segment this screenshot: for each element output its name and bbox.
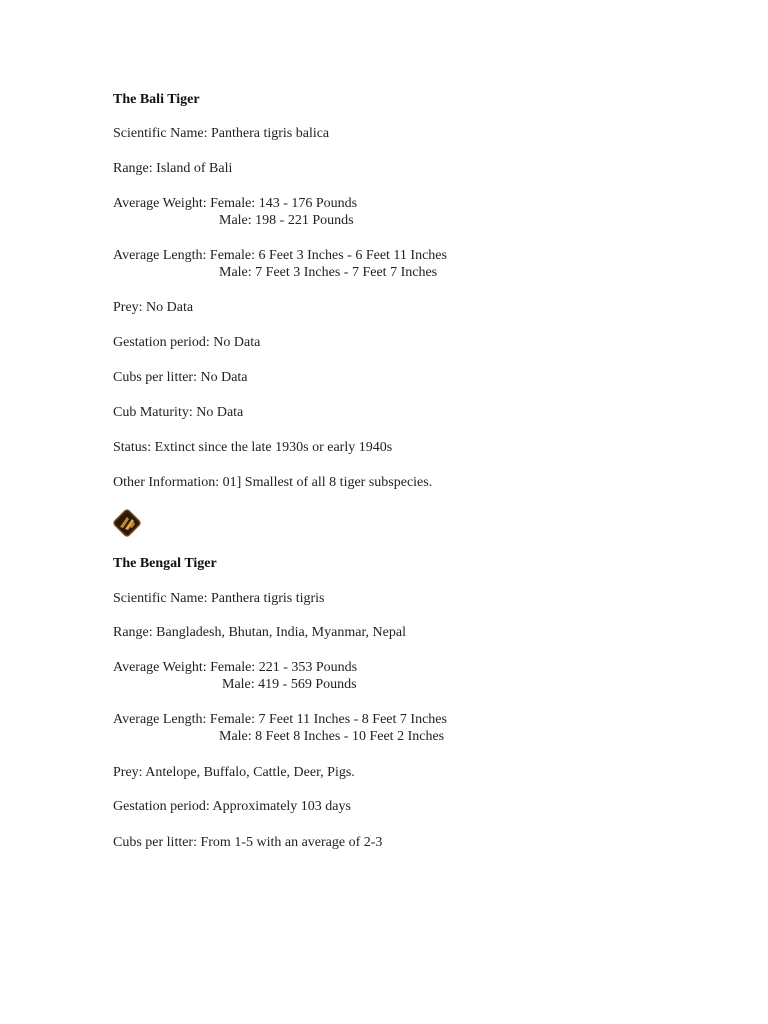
bengal-prey: Prey: Antelope, Buffalo, Cattle, Deer, Pigs. xyxy=(113,765,355,780)
bengal-length-male: Male: 8 Feet 8 Inches - 10 Feet 2 Inches xyxy=(219,729,445,744)
bali-range: Range: Island of Bali xyxy=(113,161,233,176)
bali-weight-female: Average Weight: Female: 143 - 176 Pounds xyxy=(113,196,358,211)
tiger-stripe-ornament-icon xyxy=(111,507,143,539)
bengal-weight-male: Male: 419 - 569 Pounds xyxy=(222,677,357,692)
bengal-length-female: Average Length: Female: 7 Feet 11 Inches - 8 Feet 7 Inches xyxy=(113,712,447,727)
bali-status: Status: Extinct since the late 1930s or early 1940s xyxy=(113,440,393,455)
bali-cubs: Cubs per litter: No Data xyxy=(113,370,248,385)
bali-length-male: Male: 7 Feet 3 Inches - 7 Feet 7 Inches xyxy=(219,265,438,280)
bengal-weight-female: Average Weight: Female: 221 - 353 Pounds xyxy=(113,660,358,675)
section-title-bengal: The Bengal Tiger xyxy=(113,556,217,571)
bengal-gestation: Gestation period: Approximately 103 days xyxy=(113,799,351,814)
bengal-cubs: Cubs per litter: From 1-5 with an average of 2-3 xyxy=(113,835,383,850)
bali-weight-male: Male: 198 - 221 Pounds xyxy=(219,213,354,228)
bali-maturity: Cub Maturity: No Data xyxy=(113,405,244,420)
bengal-range: Range: Bangladesh, Bhutan, India, Myanmar, Nepal xyxy=(113,625,406,640)
bali-other-info: Other Information: 01] Smallest of all 8 tiger subspecies. xyxy=(113,475,433,490)
section-title-bali: The Bali Tiger xyxy=(113,92,200,107)
bali-prey: Prey: No Data xyxy=(113,300,194,315)
bali-gestation: Gestation period: No Data xyxy=(113,335,261,350)
bengal-scientific-name: Scientific Name: Panthera tigris tigris xyxy=(113,591,325,606)
bali-length-female: Average Length: Female: 6 Feet 3 Inches - 6 Feet 11 Inches xyxy=(113,248,447,263)
bali-scientific-name: Scientific Name: Panthera tigris balica xyxy=(113,126,330,141)
